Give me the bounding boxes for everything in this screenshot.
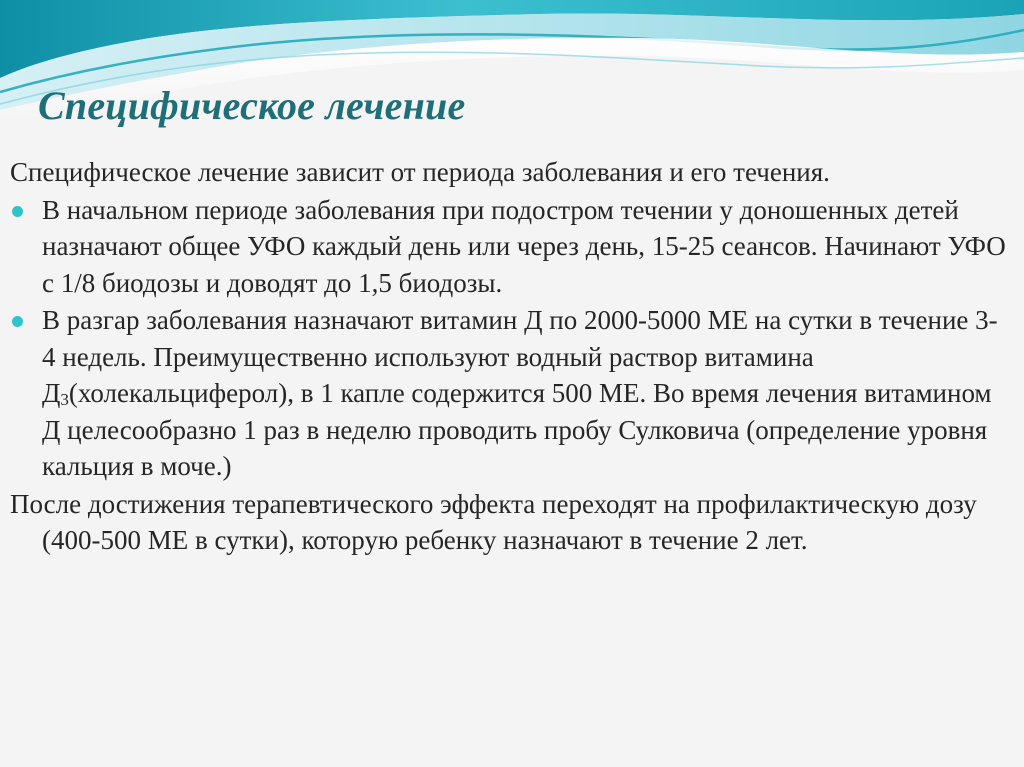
bullet-text: В начальном периоде заболевания при подостром течении у доношенных детей назначают общее УФО каждый день или через день, 15-25 сеансов. Начинают УФО с 1/8 биодозы и доводят до 1,5 биодозы. xyxy=(42,194,1006,298)
bullet-item xyxy=(10,192,1010,302)
slide-title: Специфическое лечение xyxy=(38,83,466,128)
subscript-3: 3 xyxy=(60,390,69,409)
bullet-icon xyxy=(12,206,23,217)
bullet-text-part1: В разгар заболевания назначают витамин Д по 2000-5000 МЕ на сутки в течение 3-4 недель. Преимущественно используют водный раствор витамина Д xyxy=(42,305,998,408)
intro-paragraph: Специфическое лечение зависит от периода заболевания и его течения. xyxy=(10,157,830,187)
bullet-icon xyxy=(12,316,23,327)
bullet-item xyxy=(10,302,1010,485)
slide-body xyxy=(10,154,1010,560)
outro-paragraph: После достижения терапевтического эффекта переходят на профилактическую дозу (400-500 МЕ в сутки), которую ребенку назначают в течение 2 лет. xyxy=(10,488,977,555)
bullet-text-part2: (холекальциферол), в 1 капле содержится 500 МЕ. Во время лечения витамином Д целесообразно 1 раз в неделю проводить пробу Сулковича (определение уровня кальция в моче.) xyxy=(42,378,992,481)
